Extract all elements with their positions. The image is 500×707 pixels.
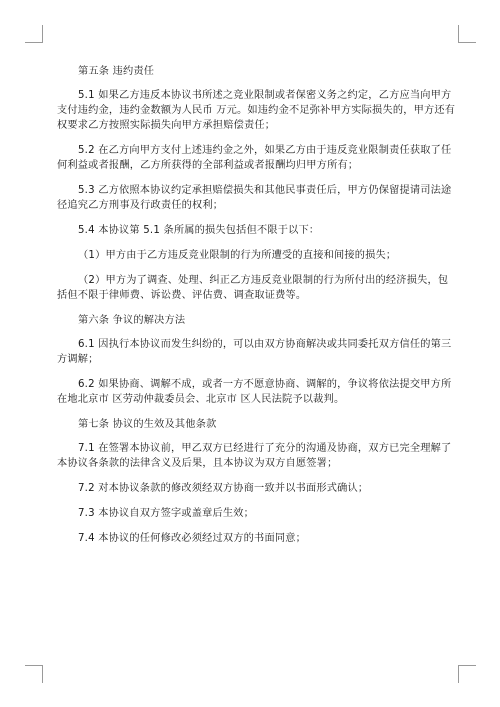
section-heading: 第七条 协议的生效及其他条款 xyxy=(78,419,217,430)
paragraph: 5.1 如果乙方违反本协议书所述之竞业限制或者保密义务之约定，乙方应当向甲方支付违约金，违约金数额为人民币 万元。如违约金不足弥补甲方实际损失的，甲方还有权要求乙方按照实际损失向甲方承担赔偿责任； xyxy=(57,90,456,131)
paragraph: 5.4 本协议第 5.1 条所属的损失包括但不限于以下： xyxy=(78,225,320,236)
paragraph: 6.2 如果协商、调解不成，或者一方不愿意协商、调解的，争议将依法提交甲方所在地北京市 区劳动仲裁委员会、北京市 区人民法院予以裁判。 xyxy=(57,379,452,405)
section-heading: 第五条 违约责任 xyxy=(78,66,155,77)
crop-mark-top-left xyxy=(42,25,43,43)
crop-mark-bottom-left xyxy=(42,665,43,683)
crop-mark-top-right xyxy=(458,25,459,43)
list-item: （1）甲方由于乙方违反竞业限制的行为所遭受的直接和间接的损失； xyxy=(78,250,397,261)
paragraph: 7.2 对本协议条款的修改须经双方协商一致并以书面形式确认； xyxy=(78,483,369,494)
paragraph: 7.1 在签署本协议前，甲乙双方已经进行了充分的沟通及协商，双方已完全理解了本协议各条款的法律含义及后果，且本协议为双方自愿签署； xyxy=(57,443,452,469)
paragraph: 6.1 因执行本协议而发生纠纷的，可以由双方协商解决或共同委托双方信任的第三方调解； xyxy=(57,339,452,365)
list-item: （2）甲方为了调查、处理、纠正乙方违反竞业限制的行为所付出的经济损失，包括但不限于律师费、诉讼费、评估费、调查取证费等。 xyxy=(57,275,449,301)
crop-mark-bottom-right xyxy=(458,665,459,683)
paragraph: 5.2 在乙方向甲方支付上述违约金之外，如果乙方由于违反竞业限制责任获取了任何利益或者报酬，乙方所获得的全部利益或者报酬均归甲方所有； xyxy=(57,145,452,171)
crop-mark-top-right xyxy=(458,42,476,43)
crop-mark-bottom-right xyxy=(458,665,476,666)
paragraph: 7.3 本协议自双方签字或盖章后生效； xyxy=(78,508,255,519)
crop-mark-bottom-left xyxy=(25,665,43,666)
section-heading: 第六条 争议的解决方法 xyxy=(78,315,186,326)
crop-mark-top-left xyxy=(25,42,43,43)
paragraph: 7.4 本协议的任何修改必须经过双方的书面同意； xyxy=(78,533,306,544)
document-body xyxy=(57,64,457,556)
paragraph: 5.3 乙方依照本协议约定承担赔偿损失和其他民事责任后，甲方仍保留提请司法途径追究乙方刑事及行政责任的权利； xyxy=(57,185,452,211)
